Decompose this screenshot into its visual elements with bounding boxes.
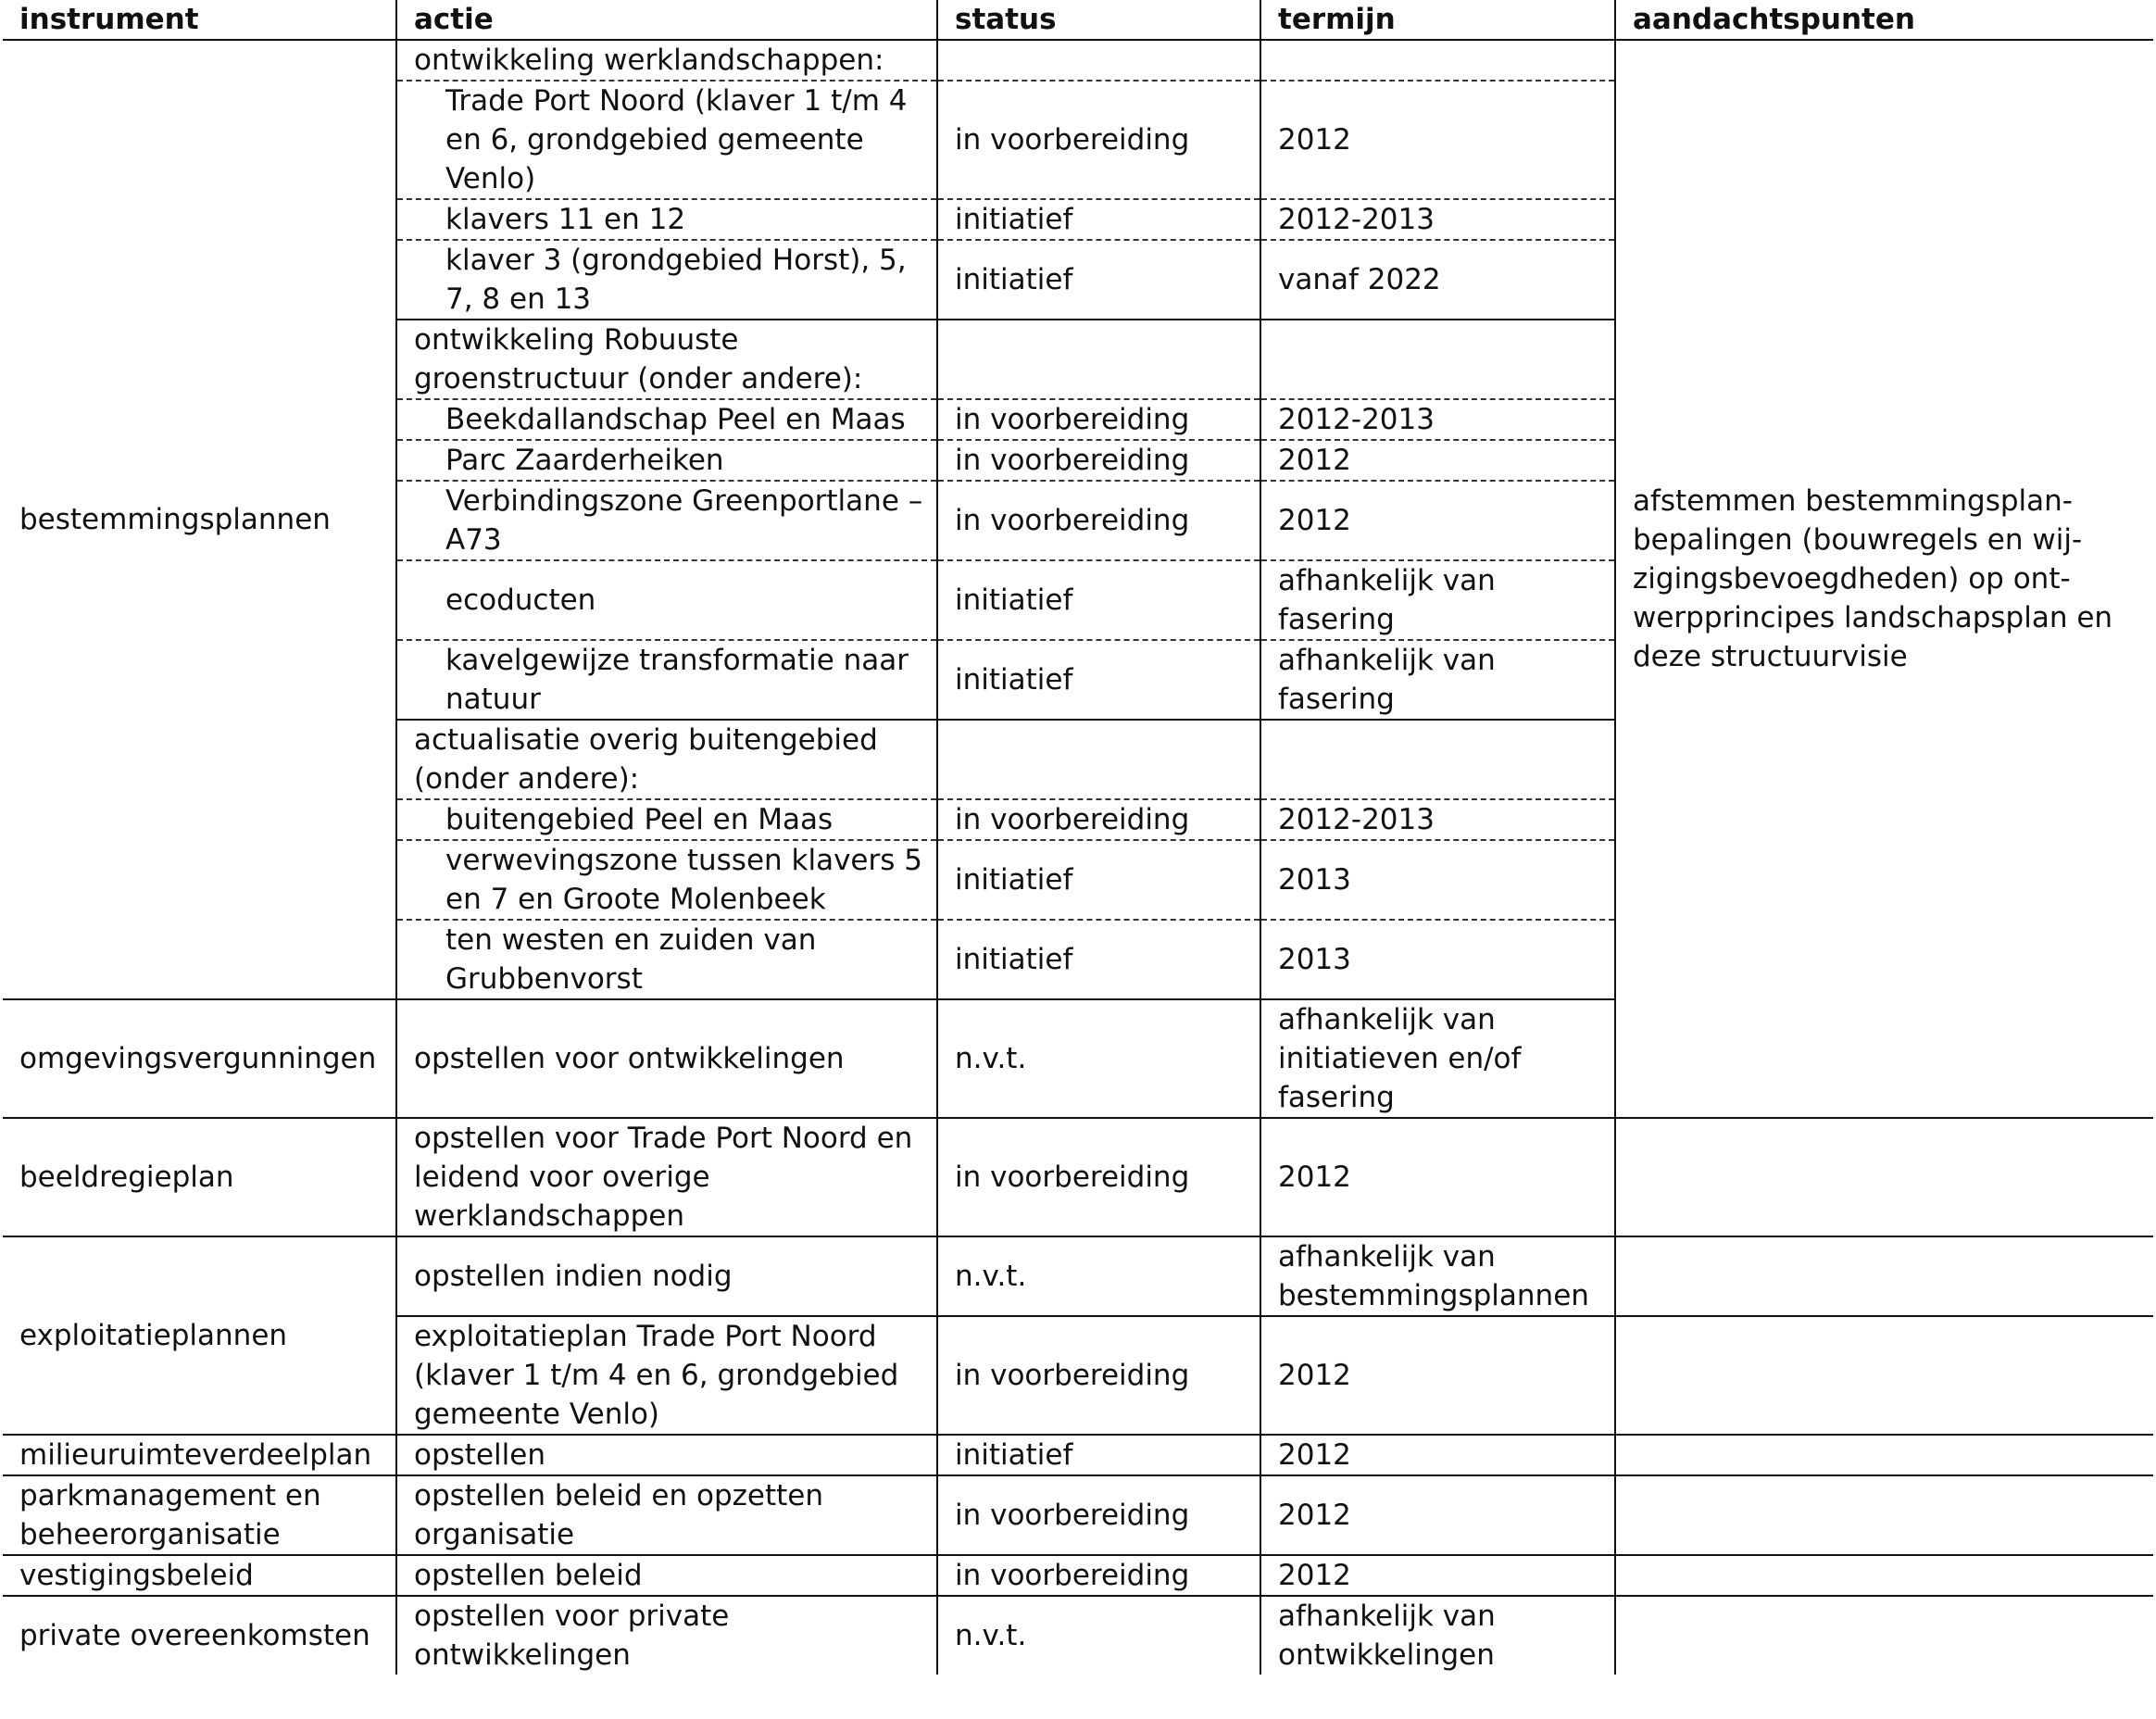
actie-cell: ecoducten: [396, 560, 937, 640]
termijn-cell: 2012: [1260, 1435, 1615, 1475]
termijn-cell: afhankelijk van initiatieven en/of fasering: [1260, 999, 1615, 1118]
actie-cell: Verbindingszone Greenportlane – A73: [396, 481, 937, 560]
header-termijn: termijn: [1260, 0, 1615, 40]
actie-cell: opstellen voor private ontwikkelingen: [396, 1596, 937, 1675]
actie-cell: ten westen en zuiden van Grubbenvorst: [396, 920, 937, 999]
actie-cell: Parc Zaarderheiken: [396, 440, 937, 481]
instrument-cell: bestemmingsplannen: [19, 503, 331, 536]
table-row: [3, 1118, 2153, 1236]
termijn-cell: afhankelijk van ontwikkelingen: [1260, 1596, 1615, 1675]
header-status: status: [937, 0, 1260, 40]
termijn-cell: [1260, 720, 1615, 799]
instrument-cell: omgevingsvergunningen: [3, 999, 396, 1118]
aandachtspunten-cell: [1615, 1555, 2153, 1596]
header-aandachtspunten: aandachtspunten: [1615, 0, 2153, 40]
termijn-cell: 2012: [1260, 1475, 1615, 1555]
termijn-cell: [1260, 320, 1615, 399]
termijn-cell: 2013: [1260, 840, 1615, 920]
status-cell: [937, 40, 1260, 81]
status-cell: in voorbereiding: [937, 399, 1260, 440]
instrument-cell: vestigingsbeleid: [3, 1555, 396, 1596]
instruments-table: [3, 0, 2153, 1675]
table-row: [3, 1596, 2153, 1675]
termijn-cell: 2012-2013: [1260, 799, 1615, 840]
status-cell: initiatief: [937, 240, 1260, 320]
instrument-cell: exploitatieplannen: [3, 1236, 396, 1435]
actie-cell: ontwikkeling Robuuste groenstructuur (onder andere):: [396, 320, 937, 399]
actie-cell: klaver 3 (grondgebied Horst), 5, 7, 8 en 13: [396, 240, 937, 320]
status-cell: initiatief: [937, 840, 1260, 920]
termijn-cell: afhankelijk van fasering: [1260, 640, 1615, 720]
actie-cell: opstellen beleid: [396, 1555, 937, 1596]
aandachtspunten-cell: [1615, 1118, 2153, 1236]
actie-cell: opstellen voor ontwikkelingen: [396, 999, 937, 1118]
instrument-cell: private overeenkomsten: [3, 1596, 396, 1675]
termijn-cell: [1260, 40, 1615, 81]
table-row: [3, 1236, 2153, 1316]
instrument-cell: milieuruimteverdeelplan: [3, 1435, 396, 1475]
table-row: [3, 1555, 2153, 1596]
termijn-cell: afhankelijk van fasering: [1260, 560, 1615, 640]
actie-cell: actualisatie overig buitengebied (onder andere):: [396, 720, 937, 799]
status-cell: initiatief: [937, 640, 1260, 720]
status-cell: n.v.t.: [937, 1596, 1260, 1675]
status-cell: initiatief: [937, 1435, 1260, 1475]
table-row: [3, 1475, 2153, 1555]
actie-cell: opstellen voor Trade Port Noord en leidend voor overige werklandschappen: [396, 1118, 937, 1236]
instrument-cell: parkmanagement en beheerorganisatie: [3, 1475, 396, 1555]
table-row: [3, 1435, 2153, 1475]
status-cell: [937, 720, 1260, 799]
actie-cell: kavelgewijze transformatie naar natuur: [396, 640, 937, 720]
status-cell: in voorbereiding: [937, 481, 1260, 560]
termijn-cell: 2012-2013: [1260, 199, 1615, 240]
status-cell: in voorbereiding: [937, 1316, 1260, 1435]
aandachtspunten-cell: [1615, 1435, 2153, 1475]
termijn-cell: 2012: [1260, 1555, 1615, 1596]
termijn-cell: afhankelijk van bestemmingsplannen: [1260, 1236, 1615, 1316]
actie-cell: opstellen indien nodig: [396, 1236, 937, 1316]
actie-cell: klavers 11 en 12: [396, 199, 937, 240]
actie-cell: Beekdallandschap Peel en Maas: [396, 399, 937, 440]
termijn-cell: 2012: [1260, 1316, 1615, 1435]
actie-cell: Trade Port Noord (klaver 1 t/m 4 en 6, grondgebied gemeente Venlo): [396, 81, 937, 199]
termijn-cell: vanaf 2022: [1260, 240, 1615, 320]
termijn-cell: 2012: [1260, 481, 1615, 560]
actie-cell: opstellen beleid en opzetten organisatie: [396, 1475, 937, 1555]
instrument-cell: beeldregieplan: [3, 1118, 396, 1236]
status-cell: n.v.t.: [937, 1236, 1260, 1316]
aandachtspunten-cell: [1615, 1236, 2153, 1316]
aandachtspunten-cell: [1615, 1596, 2153, 1675]
status-cell: in voorbereiding: [937, 799, 1260, 840]
status-cell: in voorbereiding: [937, 1475, 1260, 1555]
actie-cell: exploitatieplan Trade Port Noord (klaver 1 t/m 4 en 6, grondgebied gemeente Venlo): [396, 1316, 937, 1435]
termijn-cell: 2012-2013: [1260, 399, 1615, 440]
status-cell: in voorbereiding: [937, 1118, 1260, 1236]
table-row: [3, 40, 2153, 81]
status-cell: in voorbereiding: [937, 440, 1260, 481]
actie-cell: opstellen: [396, 1435, 937, 1475]
header-actie: actie: [396, 0, 937, 40]
status-cell: initiatief: [937, 920, 1260, 999]
status-cell: initiatief: [937, 199, 1260, 240]
actie-cell: buitengebied Peel en Maas: [396, 799, 937, 840]
aandachtspunten-cell: [1615, 1475, 2153, 1555]
status-cell: initiatief: [937, 560, 1260, 640]
header-row: [3, 0, 2153, 40]
status-cell: n.v.t.: [937, 999, 1260, 1118]
actie-cell: ontwikkeling werklandschappen:: [396, 40, 937, 81]
termijn-cell: 2012: [1260, 81, 1615, 199]
aandachtspunten-cell: afstemmen bestemmingsplan-bepalingen (bouwregels en wij-zigingsbevoegdheden) op ont-werpprincipes landschapsplan en deze structuurvisie: [1615, 40, 2153, 1118]
status-cell: in voorbereiding: [937, 1555, 1260, 1596]
actie-cell: verwevingszone tussen klavers 5 en 7 en Groote Molenbeek: [396, 840, 937, 920]
termijn-cell: 2013: [1260, 920, 1615, 999]
status-cell: in voorbereiding: [937, 81, 1260, 199]
aandachtspunten-cell: [1615, 1316, 2153, 1435]
header-instrument: instrument: [3, 0, 396, 40]
termijn-cell: 2012: [1260, 440, 1615, 481]
status-cell: [937, 320, 1260, 399]
termijn-cell: 2012: [1260, 1118, 1615, 1236]
